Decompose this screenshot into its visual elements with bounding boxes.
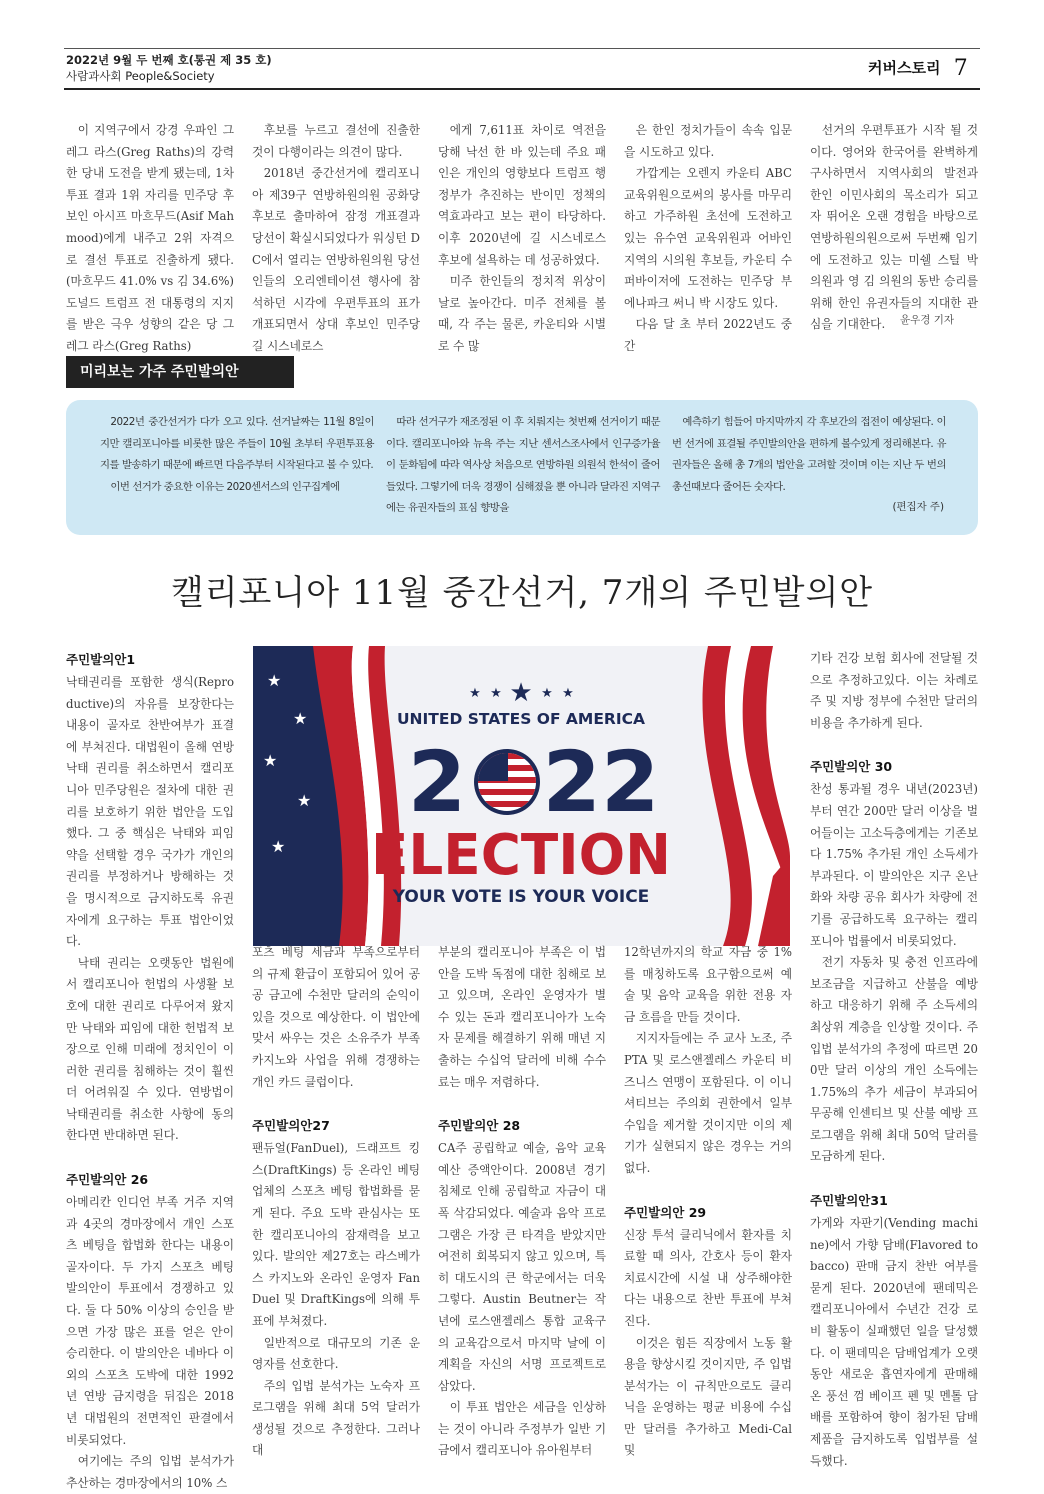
paragraph: 미주 한인들의 정치적 위상이 날로 높아간다. 미주 전체를 볼 때, 각 주는 물론, 카운티와 시별로 수 많 — [438, 274, 606, 353]
paragraph: 은 한인 정치가들이 속속 입문을 시도하고 있다. — [624, 123, 792, 159]
section-gap — [66, 1147, 234, 1168]
article-paragraph: 아메리칸 인디언 부족 거주 지역과 4곳의 경마장에서 개인 스포츠 베팅을 합법화 한다는 내용이 골자이다. 두 가지 스포츠 베팅 발의안이 투표에서 경쟁하고 있다. 둘 다 50% 이상의 승인을 받으면 가장 많은 표를 얻은 안이 승리한다. 이 발의안은 네바다 이외의 스포츠 도박에 대한 1992년 연방 금지령을 뒤집은 2018년 대법원의 전면적인 판결에서 비롯되었다. — [66, 1195, 234, 1447]
article-column-2 — [252, 942, 420, 1462]
svg-text:★: ★ — [490, 686, 502, 701]
preview-paragraph: 예측하기 힘들어 마지막까지 각 후보간의 접전이 예상된다. 이번 선거에 표결될 주민발의안을 편하게 볼수있게 정리해본다. 유권자들은 올해 총 7개의 법안을 고려할 것이며 이는 지난 두 번의 총선때보다 줄어든 숫자다. — [672, 416, 946, 493]
usa-text: UNITED STATES OF AMERICA — [396, 710, 646, 728]
article-paragraph: 기타 건강 보험 회사에 전달될 것으로 추정하고있다. 이는 차례로 주 및 지방 정부에 수천만 달러의 비용을 추가하게 된다. — [810, 651, 978, 730]
header-top-rule — [64, 48, 980, 49]
svg-text:★: ★ — [297, 791, 312, 810]
paragraph: 다음 달 초 부터 2022년도 중간 — [624, 317, 792, 353]
section-name: 커버스토리 — [868, 59, 941, 77]
paragraph: 가깝게는 오렌지 카운티 ABC 교육위원으로써의 봉사를 마무리 하고 가주하원 초선에 도전하고 있는 유수연 교육위원과 어바인 지역의 시의원 후보들, 카운티 수퍼바이저에 도전하는 민주당 부에나파크 써니 박 시장도 있다. — [624, 166, 792, 310]
svg-text:★: ★ — [469, 686, 481, 701]
article-column-3 — [438, 942, 606, 1462]
article-paragraph: 지지자들에는 주 교사 노조, 주 PTA 및 로스앤젤레스 카운티 비즈니스 연맹이 포함된다. 이 이니셔티브는 주의회 권한에서 일부 수입을 제거할 것이지만 이의 제기가 실현되지 않은 경우는 거의 없다. — [624, 1031, 792, 1175]
top-column-1 — [66, 120, 234, 358]
section-label — [868, 56, 968, 81]
preview-column-3 — [672, 412, 946, 498]
article-paragraph: 이 투표 법안은 세금을 인상하는 것이 아니라 주정부가 일반 기금에서 캘리포니아 유아원부터 — [438, 1400, 606, 1458]
section-gap — [438, 1093, 606, 1114]
article-paragraph: 부분의 캘리포니아 부족은 이 법안을 도박 독점에 대한 침해로 보고 있으며, 온라인 운영자가 별 수 있는 돈과 캘리포니아가 노숙자 문제를 해결하기 위해 매년 지출하는 수십억 달러에 비해 수수료는 매우 저렴하다. — [438, 945, 606, 1089]
page-number: 7 — [953, 56, 968, 81]
year-digit-left: 2 — [407, 733, 467, 831]
page-headline: 캘리포니아 11월 중간선거, 7개의 주민발의안 — [170, 573, 874, 613]
preview-paragraph: 따라 선거구가 재조정된 이 후 치뤄지는 첫번째 선거이기 때문이다. 캘리포니아와 뉴욕 주는 지난 센서스조사에서 인구증가율이 둔화됨에 따라 역사상 처음으로 연방하원 의원석 한석이 줄어들었다. 그렇기에 더욱 경쟁이 심해졌을 뿐 아니라 달라진 지역구에는 유권자들의 표심 향방을 — [386, 416, 660, 515]
flag-circle-icon — [474, 749, 540, 815]
election-2022-image — [253, 646, 790, 946]
left-flag-drape — [253, 646, 401, 946]
editor-note: (편집자 주) — [892, 501, 944, 513]
article-column-5 — [810, 648, 978, 1472]
article-column-1 — [66, 648, 234, 1494]
article-paragraph: 낙태 권리는 오랫동안 법원에서 캘리포니아 헌법의 사생활 보호에 대한 권리로 다루어져 왔지만 낙태와 피임에 대한 헌법적 보장으로 인해 미래에 정치인이 이러한 권리를 침해하는 것이 훨씬 더 어려워질 수 있다. 연방법이 낙태권리를 취소한 사항에 동의한다면 반대하면 된다. — [66, 955, 234, 1143]
election-artwork — [253, 646, 790, 946]
byline: 윤우경 기자 — [900, 314, 955, 326]
section-gap — [624, 1180, 792, 1201]
initiative-title: 주민발의안 30 — [810, 759, 893, 775]
svg-text:★: ★ — [271, 837, 286, 856]
initiative-title: 주민발의안 26 — [66, 1172, 149, 1188]
section-gap — [252, 1093, 420, 1114]
svg-text:★: ★ — [509, 678, 533, 708]
top-column-5 — [810, 120, 978, 336]
initiative-title: 주민발의안1 — [66, 652, 136, 667]
tagline: YOUR VOTE IS YOUR VOICE — [392, 887, 650, 907]
svg-text:★: ★ — [541, 686, 553, 701]
svg-text:★: ★ — [293, 709, 308, 728]
paragraph: 선거의 우편투표가 시작 될 것이다. 영어와 한국어를 완벽하게 구사하면서 지역사회의 발전과 한인 이민사회의 목소리가 되고자 뛰어온 오랜 경험을 바탕으로 연방하원의원으로써 두번째 임기에 도전하고 있는 미쉘 스틸 박 의원과 영 김 의원의 동반 승리를 위해 한인 유권자들의 지대한 관심을 기대한다. — [810, 123, 978, 332]
svg-text:★: ★ — [267, 671, 282, 690]
paragraph: 2018년 중간선거에 캘리포니아 제39구 연방하원의원 공화당 후보로 출마하여 잠정 개표결과 당선이 확실시되었다가 워싱턴 DC에서 열리는 연방하원의원 당선인들의 오리엔테이션 행사에 참석하던 시각에 우편투표의 표가 개표되면서 상대 후보인 민주당 길 시스네로스 — [252, 166, 420, 353]
article-paragraph: 찬성 통과될 경우 내년(2023년)부터 연간 200만 달러 이상을 벌어들이는 고소득층에게는 기존보다 1.75% 추가된 개인 소득세가 부과된다. 이 발의안은 지구 온난화와 차량 공유 회사가 차량에 전기를 공급하도록 요구하는 캘리포니아 법률에서 비롯되었다. — [810, 782, 978, 948]
article-paragraph: 주의 입법 분석가는 노숙자 프로그램을 위해 최대 5억 달러가 생성될 것으로 추정한다. 그러나 대 — [252, 1378, 420, 1458]
article-paragraph: CA주 공립학교 예술, 음악 교육 예산 증액안이다. 2008년 경기 침체로 인해 공립학교 자금이 대폭 삭감되었다. 예술과 음악 프로그램은 가장 큰 타격을 받았지만 여전히 회복되지 않고 있으며, 특히 대도시의 큰 학군에서는 더욱 그렇다. Austin Beutner는 작년에 로스앤젤레스 통합 교육구의 교육감으로서 마지막 날에 이 계획을 자신의 서명 프로젝트로 삼았다. — [438, 1141, 606, 1393]
top-column-2 — [252, 120, 420, 358]
paragraph: 이 지역구에서 강경 우파인 그레그 라스(Greg Raths)의 강력한 당내 도전을 받게 됐는데, 1차 투표 결과 1위 자리를 민주당 후보인 아시프 마흐무드(Asif Mahmood)에게 내주고 2위 자격으로 결선 투표로 진출하게 됐다.(마흐무드 41.0% vs 김 34.6%) 도널드 트럼프 전 대통령의 지지를 받은 극우 성향의 같은 당 그레그 라스(Greg Raths) — [66, 123, 234, 353]
article-column-4 — [624, 942, 792, 1462]
section-gap — [810, 1168, 978, 1189]
article-paragraph: 일반적으로 대규모의 기존 운영자를 선호한다. — [252, 1335, 420, 1372]
article-paragraph: 팬듀얼(FanDuel), 드래프트 킹스(DraftKings) 등 온라인 베팅 업체의 스포츠 베팅 합법화를 묻게 된다. 주요 도박 관심사는 또한 캘리포니아의 잠재력을 보고있다. 발의안 제27호는 라스베가스 카지노와 온라인 운영자 FanDuel 및 DraftKings에 의해 투표에 부쳐졌다. — [252, 1141, 420, 1328]
section-gap — [810, 734, 978, 755]
article-paragraph: 신장 투석 클리닉에서 환자를 치료할 때 의사, 간호사 등이 환자 치료시간에 시설 내 상주해야한 다는 내용으로 찬반 투표에 부쳐진다. — [624, 1227, 792, 1328]
top-column-3 — [438, 120, 606, 358]
paragraph: 후보를 누르고 결선에 진출한 것이 다행이라는 의견이 많다. — [252, 123, 420, 159]
preview-banner: 미리보는 가주 주민발의안 — [66, 356, 294, 388]
preview-column-2 — [386, 412, 660, 520]
article-paragraph: 전기 자동차 및 충전 인프라에 보조금을 지급하고 산불을 예방하고 대응하기 위해 주 소득세의 최상위 계층을 인상할 것이다. 주 입법 분석가의 추정에 따르면 200만 달러 이상의 개인 소득에는 1.75%의 추가 세금이 부과되어 무공해 인센티브 및 산불 예방 프로그램을 위해 최대 50억 달러를 모금하게 된다. — [810, 955, 978, 1164]
magazine-name: 사람과사회 People&Society — [66, 69, 215, 83]
article-paragraph: 여기에는 주의 입법 분석가가 추산하는 경마장에서의 10% 스 — [66, 1454, 234, 1490]
year-digits-right: 22 — [542, 733, 660, 831]
article-paragraph: 12학년까지의 학교 자금 중 1%를 매칭하도록 요구함으로써 예술 및 음악 교육을 위한 전용 자금 흐름을 만들 것이다. — [624, 945, 792, 1024]
top-column-4 — [624, 120, 792, 358]
article-paragraph: 포츠 베팅 세금과 부족으로부터의 규제 환급이 포함되어 있어 공공 금고에 수천만 달러의 순익이 있을 것으로 예상한다. 이 법안에 맞서 싸우는 것은 소유주가 부족 카지노와 사업을 위해 경쟁하는 개인 카드 클럽이다. — [252, 945, 420, 1089]
election-word: ELECTION — [371, 823, 671, 888]
svg-text:★: ★ — [263, 751, 278, 770]
initiative-title: 주민발의안 28 — [438, 1118, 521, 1134]
preview-paragraph: 이번 선거가 중요한 이유는 2020센서스의 인구집계에 — [110, 480, 340, 493]
paragraph: 에게 7,611표 차이로 역전을 당해 낙선 한 바 있는데 주요 패인은 개인의 영향보다 트럼프 행정부가 추진하는 반이민 정책의 역효과라고 보는 편이 타당하다. 이후 2020년에 길 시스네로스 후보에 설욕하는 데 성공하였다. — [438, 123, 606, 267]
initiative-title: 주민발의안 29 — [624, 1204, 707, 1220]
initiative-title: 주민발의안31 — [810, 1193, 888, 1209]
issue-line: 2022년 9월 두 번째 호(통권 제 35 호) — [66, 53, 272, 67]
preview-box — [66, 400, 978, 535]
preview-paragraph: 2022년 중간선거가 다가 오고 있다. 선거날짜는 11월 8일이지만 캘리포니아를 비롯한 많은 주들이 10월 초부터 우편투표용지를 발송하기 때문에 빠르면 다음주부터 시작된다고 볼 수 있다. — [100, 416, 374, 472]
article-paragraph: 가게와 자판기(Vending machine)에서 가향 담배(Flavored tobacco) 판매 금지 찬반 여부를 묻게 된다. 2020년에 팬데믹은 캘리포니아에서 수년간 건강 로비 활동이 실패했던 일을 달성했다. 이 팬데믹은 담배업계가 오랫동안 새로운 흡연자에게 판매해 온 풍선 껌 베이프 펜 및 멘톨 담배를 포함하여 향이 첨가된 담배 제품을 금지하도록 입법부를 설득했다. — [810, 1216, 978, 1468]
preview-column-1 — [100, 412, 374, 498]
article-paragraph: 낙태권리를 포함한 생식(Reproductive)의 자유를 보장한다는 내용이 골자로 찬반여부가 표결에 부쳐진다. 대법원이 올해 연방 낙태 권리를 취소하면서 캘리포니아 민주당원은 절차에 대한 권리를 보호하기 위한 법안을 도입했다. 그 중 핵심은 낙태와 피임약을 선택할 경우 국가가 개인의 권리를 부정하거나 방해하는 것을 명시적으로 금지하도록 유권자에게 요구하는 투표 법안이었다. — [66, 675, 234, 949]
header-bottom-rule — [64, 88, 980, 90]
initiative-title: 주민발의안27 — [252, 1118, 330, 1134]
svg-text:★: ★ — [562, 686, 574, 701]
article-paragraph: 이것은 힘든 직장에서 노동 활용을 향상시킬 것이지만, 주 입법 분석가는 이 규칙만으로도 클리닉을 운영하는 평균 비용에 수십만 달러를 추가하고 Medi-Cal 및 — [624, 1335, 792, 1458]
